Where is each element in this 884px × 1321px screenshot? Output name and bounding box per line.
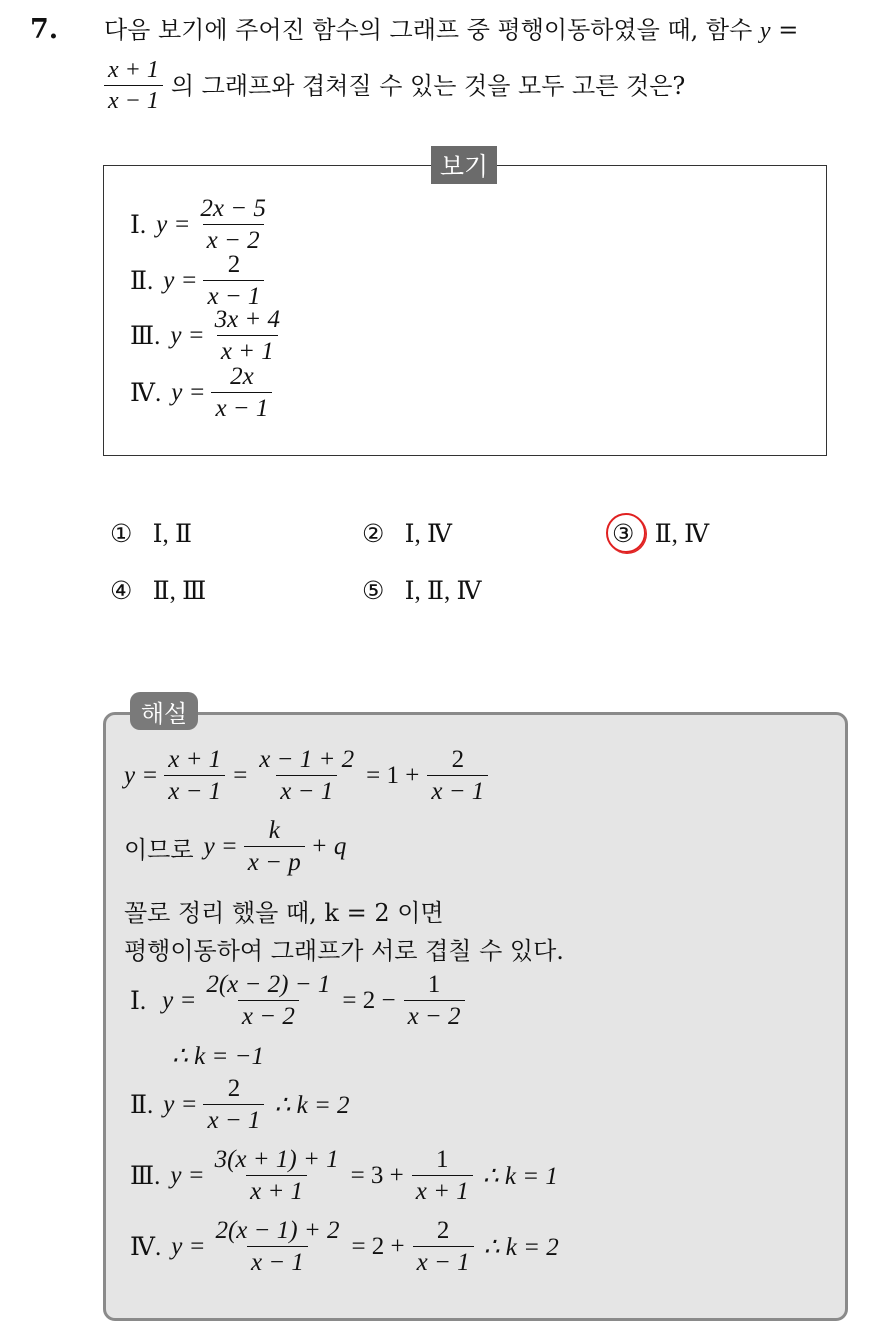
solution-line-4: 평행이동하여 그래프가 서로 겹칠 수 있다. xyxy=(124,937,564,965)
example-item-y: y = xyxy=(163,267,198,295)
frac-den: x − 1 xyxy=(203,280,264,310)
sol-k: ∴ k = −1 xyxy=(172,1043,264,1070)
frac-num: 2 xyxy=(227,1075,241,1102)
sol-eq: = 1 + xyxy=(366,762,420,790)
frac-den: x − 1 xyxy=(203,1104,264,1134)
example-item-y: y = xyxy=(156,211,191,239)
choice-text: Ⅰ, Ⅳ xyxy=(404,521,453,548)
solution-step-2 xyxy=(130,1076,350,1135)
frac-num: k xyxy=(268,817,280,844)
question-frac-den: x − 1 xyxy=(104,85,163,114)
frac-num: 3x + 4 xyxy=(214,306,281,333)
question-frac-num: x + 1 xyxy=(108,57,159,83)
frac-num: 2 xyxy=(436,1217,450,1244)
sol-fraction xyxy=(164,747,225,806)
solution-line-1 xyxy=(124,747,488,806)
sol-fraction xyxy=(211,1218,343,1277)
sol-k: ∴ k = 2 xyxy=(274,1092,350,1120)
example-item-label: Ⅳ. xyxy=(130,380,162,408)
frac-num: x − 1 + 2 xyxy=(259,746,355,773)
question-line1: 다음 보기에 주어진 함수의 그래프 중 평행이동하였을 때, 함수 xyxy=(104,16,753,44)
frac-den: x − p xyxy=(244,846,305,876)
frac-num: 2(x − 1) + 2 xyxy=(215,1217,340,1244)
sol-y: y = xyxy=(170,1162,205,1190)
frac-den: x − 1 xyxy=(164,775,225,805)
sol-y: y = xyxy=(203,833,238,861)
example-item-fraction xyxy=(211,364,272,423)
sol-tail: + q xyxy=(310,833,347,861)
example-item-y: y = xyxy=(171,379,206,407)
sol-y: y = xyxy=(162,987,197,1015)
frac-num: 1 xyxy=(427,971,441,998)
answer-circle-mark xyxy=(606,513,646,553)
frac-num: 2(x − 2) − 1 xyxy=(206,971,331,998)
sol-eq: = 3 + xyxy=(350,1162,404,1190)
choice-5[interactable] xyxy=(362,576,482,606)
sol-k: ∴ k = 2 xyxy=(483,1234,559,1262)
frac-num: x + 1 xyxy=(168,746,222,773)
example-item-label: Ⅱ. xyxy=(130,268,154,296)
sol-fraction xyxy=(255,747,358,806)
question-eq: = xyxy=(778,16,799,44)
solution-line-3: 꼴로 정리 했을 때, k = 2 이면 xyxy=(124,899,444,927)
solution-step-1 xyxy=(130,972,465,1031)
sol-fraction xyxy=(202,972,334,1031)
example-box-title: 보기 xyxy=(431,146,497,184)
example-item-label: Ⅲ. xyxy=(130,323,161,351)
choice-text: Ⅱ, Ⅲ xyxy=(152,578,207,605)
example-item-y: y = xyxy=(170,322,205,350)
frac-num: 2 xyxy=(227,251,241,278)
frac-den: x − 1 xyxy=(211,392,272,422)
sol-fraction xyxy=(211,1147,343,1206)
frac-den: x − 1 xyxy=(276,775,337,805)
frac-den: x − 2 xyxy=(203,224,264,254)
choice-2[interactable] xyxy=(362,519,452,549)
choice-text: Ⅰ, Ⅱ xyxy=(152,521,193,548)
solution-step-3 xyxy=(130,1147,558,1206)
question-number: 7. xyxy=(30,14,59,45)
choice-mark: ② xyxy=(362,521,385,548)
frac-num: 1 xyxy=(436,1146,449,1173)
sol-text: 이므로 xyxy=(124,835,194,864)
frac-den: x − 1 xyxy=(247,1246,308,1276)
frac-den: x + 1 xyxy=(412,1175,473,1205)
sol-eq: = 2 − xyxy=(342,987,396,1015)
frac-num: 2x xyxy=(230,363,254,390)
example-item-2 xyxy=(130,252,264,311)
frac-num: 3(x + 1) + 1 xyxy=(214,1146,339,1173)
sol-fraction xyxy=(412,1147,473,1206)
solution-line-2 xyxy=(124,818,346,877)
frac-den: x + 1 xyxy=(246,1175,307,1205)
frac-den: x − 1 xyxy=(413,1246,474,1276)
solution-title: 해설 xyxy=(130,692,198,730)
question-text-line2 xyxy=(104,58,685,114)
question-fraction xyxy=(104,58,163,114)
sol-fraction xyxy=(244,818,305,877)
frac-den: x − 1 xyxy=(427,775,488,805)
choice-mark: ① xyxy=(110,521,133,548)
sol-fraction xyxy=(427,747,488,806)
solution-step-1-k xyxy=(172,1041,264,1071)
choice-1[interactable] xyxy=(110,519,192,549)
sol-eq: = 2 + xyxy=(351,1233,405,1261)
step-label: Ⅱ. xyxy=(130,1092,154,1120)
example-item-fraction xyxy=(196,196,269,255)
example-item-3 xyxy=(130,307,284,366)
sol-k: ∴ k = 1 xyxy=(482,1163,558,1191)
example-item-fraction xyxy=(211,307,284,366)
example-item-1 xyxy=(130,196,270,255)
choice-mark: ⑤ xyxy=(362,578,385,605)
choice-mark: ④ xyxy=(110,578,133,605)
example-item-fraction xyxy=(203,252,264,311)
frac-num: 2 xyxy=(451,746,465,773)
frac-den: x − 2 xyxy=(404,1000,465,1030)
sol-fraction xyxy=(203,1076,264,1135)
example-item-label: Ⅰ. xyxy=(130,212,147,240)
choice-text: Ⅰ, Ⅱ, Ⅳ xyxy=(404,578,482,605)
step-label: Ⅳ. xyxy=(130,1234,162,1262)
step-label: Ⅰ. xyxy=(130,988,147,1016)
choice-text: Ⅱ, Ⅳ xyxy=(654,521,710,548)
frac-den: x + 1 xyxy=(217,335,278,365)
sol-y: y = xyxy=(124,762,159,790)
sol-eq: = xyxy=(233,762,248,790)
frac-den: x − 2 xyxy=(238,1000,299,1030)
sol-fraction xyxy=(413,1218,474,1277)
question-line2: 의 그래프와 겹쳐질 수 있는 것을 모두 고른 것은? xyxy=(170,72,686,101)
frac-num: 2x − 5 xyxy=(200,195,266,222)
step-label: Ⅲ. xyxy=(130,1163,161,1191)
question-text-line1 xyxy=(104,18,798,43)
sol-y: y = xyxy=(163,1091,198,1119)
sol-y: y = xyxy=(171,1233,206,1261)
example-item-4 xyxy=(130,364,272,423)
sol-fraction xyxy=(404,972,465,1031)
choice-mark: ③ xyxy=(612,521,635,548)
choice-4[interactable] xyxy=(110,576,206,606)
solution-step-4 xyxy=(130,1218,559,1277)
question-y: y xyxy=(759,18,771,44)
